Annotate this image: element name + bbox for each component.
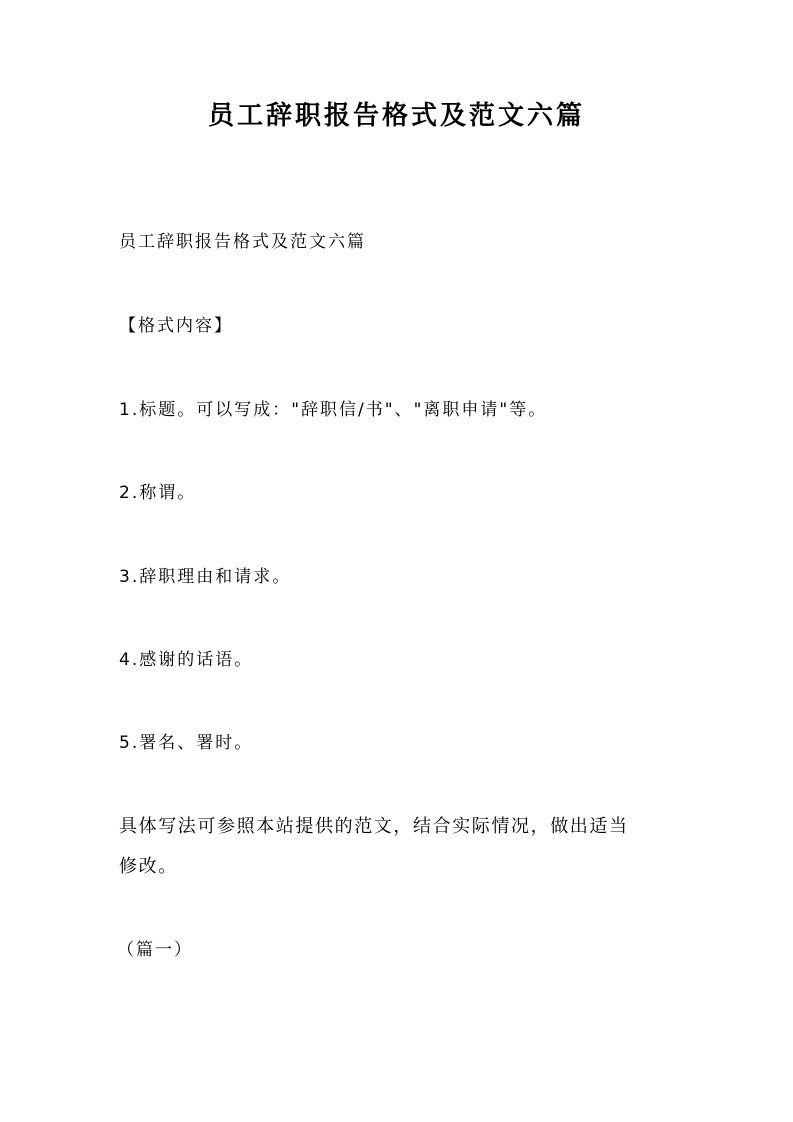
document-subtitle: 员工辞职报告格式及范文六篇 <box>119 232 366 252</box>
note-paragraph-line-1: 具体写法可参照本站提供的范文，结合实际情况，做出适当 <box>119 816 629 837</box>
format-item-salutation: 2.称谓。 <box>119 483 197 503</box>
note-paragraph-line-2: 修改。 <box>119 856 178 877</box>
format-item-reason: 3.辞职理由和请求。 <box>119 567 292 587</box>
format-heading: 【格式内容】 <box>119 316 233 336</box>
document-title: 员工辞职报告格式及范文六篇 <box>207 101 585 131</box>
format-item-thanks: 4.感谢的话语。 <box>119 650 254 670</box>
format-item-title: 1.标题。可以写成："辞职信/书"、"离职申请"等。 <box>119 400 548 420</box>
format-item-signature: 5.署名、署时。 <box>119 733 254 753</box>
part-heading: （篇一） <box>117 940 193 960</box>
